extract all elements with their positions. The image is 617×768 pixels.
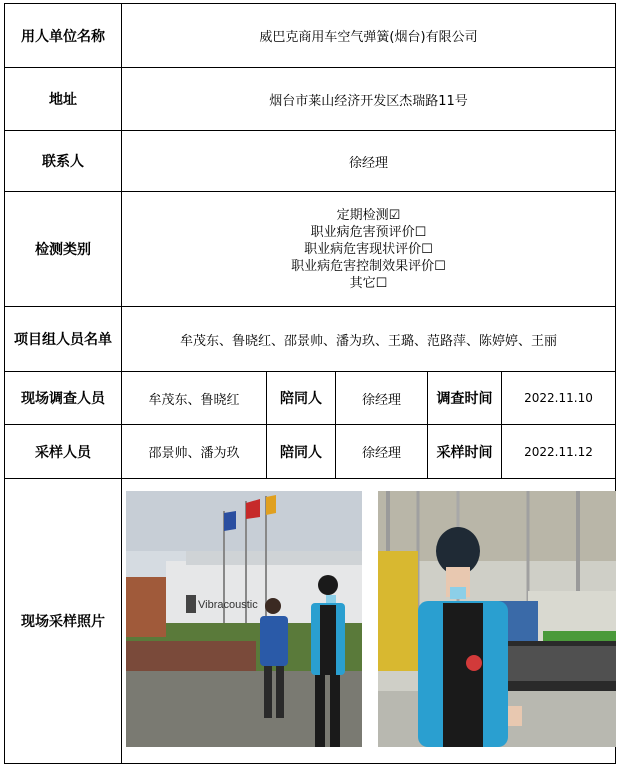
sampling-companion-value: 徐经理: [336, 425, 428, 479]
sampling-staff-label: 采样人员: [5, 425, 122, 479]
indoor-workshop-photo: [378, 491, 616, 747]
sampling-staff-value: 邵景帅、潘为玖: [122, 425, 267, 479]
sampling-time-label: 采样时间: [428, 425, 502, 479]
building-sign-text: Vibracoustic: [198, 599, 258, 611]
unit-name-label: 用人单位名称: [5, 4, 122, 68]
survey-staff-value: 牟茂东、鲁晓红: [122, 372, 267, 425]
survey-companion-value: 徐经理: [336, 372, 428, 425]
survey-staff-label: 现场调查人员: [5, 372, 122, 425]
survey-companion-label: 陪同人: [267, 372, 336, 425]
team-label: 项目组人员名单: [5, 307, 122, 372]
team-value: 牟茂东、鲁晓红、邵景帅、潘为玖、王璐、范路萍、陈婷婷、王丽: [122, 307, 616, 372]
detection-type-label: 检测类别: [5, 192, 122, 307]
contact-value: 徐经理: [122, 131, 616, 192]
outdoor-site-photo: [126, 491, 362, 747]
detection-type-list: [122, 192, 616, 307]
sampling-companion-label: 陪同人: [267, 425, 336, 479]
site-photos-cell: [122, 479, 616, 764]
survey-time-value: 2022.11.10: [502, 372, 616, 425]
address-value: 烟台市莱山经济开发区杰瑞路11号: [122, 68, 616, 131]
sampling-time-value: 2022.11.12: [502, 425, 616, 479]
detection-type-status-evaluation: 职业病危害现状评价☐: [304, 241, 433, 257]
detection-type-periodic: 定期检测☑: [336, 207, 401, 223]
sampling-record-table: [4, 3, 616, 764]
detection-type-other: 其它☐: [349, 275, 388, 291]
site-photos-label: 现场采样照片: [5, 479, 122, 764]
detection-type-pre-evaluation: 职业病危害预评价☐: [310, 224, 427, 240]
survey-time-label: 调查时间: [428, 372, 502, 425]
contact-label: 联系人: [5, 131, 122, 192]
address-label: 地址: [5, 68, 122, 131]
detection-type-control-effect: 职业病危害控制效果评价☐: [291, 258, 446, 274]
unit-name-value: 威巴克商用车空气弹簧(烟台)有限公司: [122, 4, 616, 68]
